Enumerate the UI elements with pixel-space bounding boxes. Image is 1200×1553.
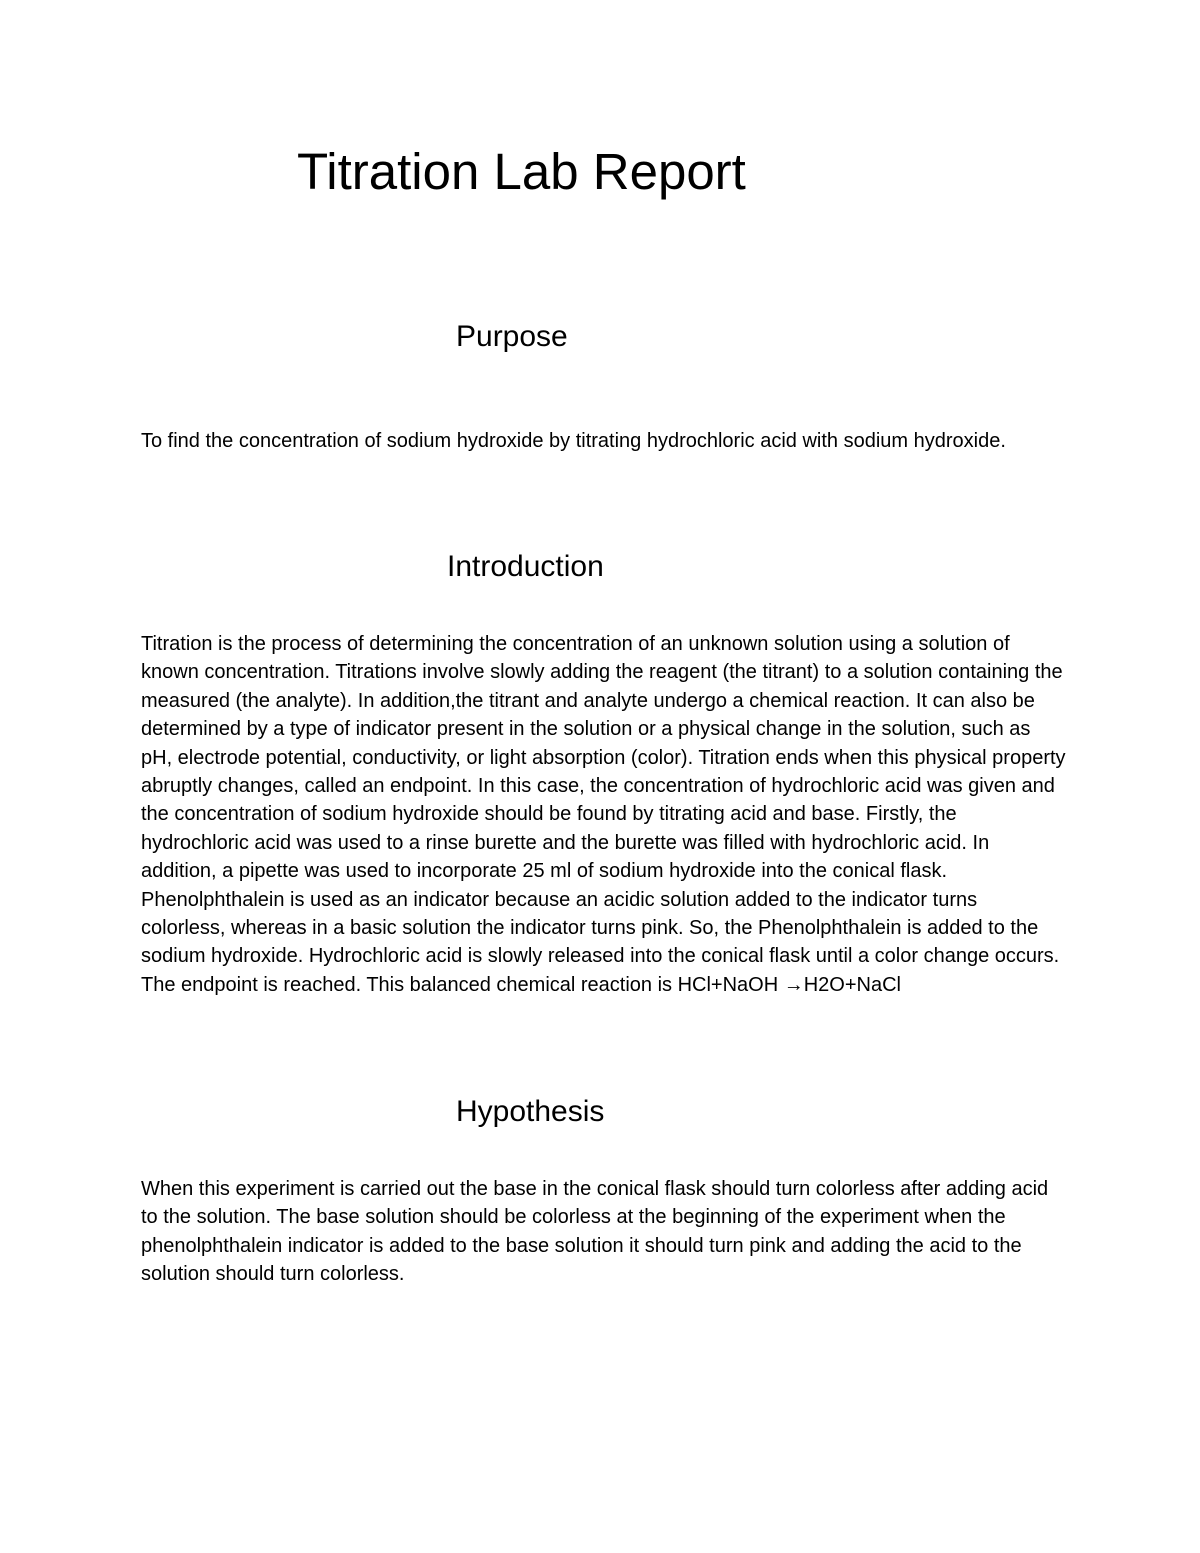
document-title: Titration Lab Report bbox=[297, 143, 746, 200]
section-body-introduction: Titration is the process of determining the concentration of an unknown solution using a solution of known concentration. Titrations involve slowly adding the reagent (the titrant) to a solution containing the measured (the analyte). In addition,the titrant and analyte undergo a chemical reaction. It can also be determined by a type of indicator present in the solution or a physical change in the solution, such as pH, electrode potential, conductivity, or light absorption (color). Titration ends when this physical property abruptly changes, called an endpoint. In this case, the concentration of hydrochloric acid was given and the concentration of sodium hydroxide should be found by titrating acid and base. Firstly, the hydrochloric acid was used to a rinse burette and the burette was filled with hydrochloric acid. In addition, a pipette was used to incorporate 25 ml of sodium hydroxide into the conical flask. Phenolphthalein is used as an indicator because an acidic solution added to the indicator turns colorless, whereas in a basic solution the indicator turns pink. So, the Phenolphthalein is added to the sodium hydroxide. Hydrochloric acid is slowly released into the conical flask until a color change occurs. The endpoint is reached. This balanced chemical reaction is HCl+NaOH →H2O+NaCl bbox=[141, 633, 1066, 996]
section-body-hypothesis: When this experiment is carried out the base in the conical flask should turn colorless after adding acid to the solution. The base solution should be colorless at the beginning of the experiment when the phenolphthalein indicator is added to the base solution it should turn pink and adding the acid to the solution should turn colorless. bbox=[141, 1178, 1049, 1286]
section-body-purpose: To find the concentration of sodium hydroxide by titrating hydrochloric acid with sodium hydroxide. bbox=[141, 430, 1006, 452]
section-heading-hypothesis: Hypothesis bbox=[456, 1095, 605, 1128]
section-heading-introduction: Introduction bbox=[447, 550, 604, 583]
section-heading-purpose: Purpose bbox=[456, 320, 568, 353]
